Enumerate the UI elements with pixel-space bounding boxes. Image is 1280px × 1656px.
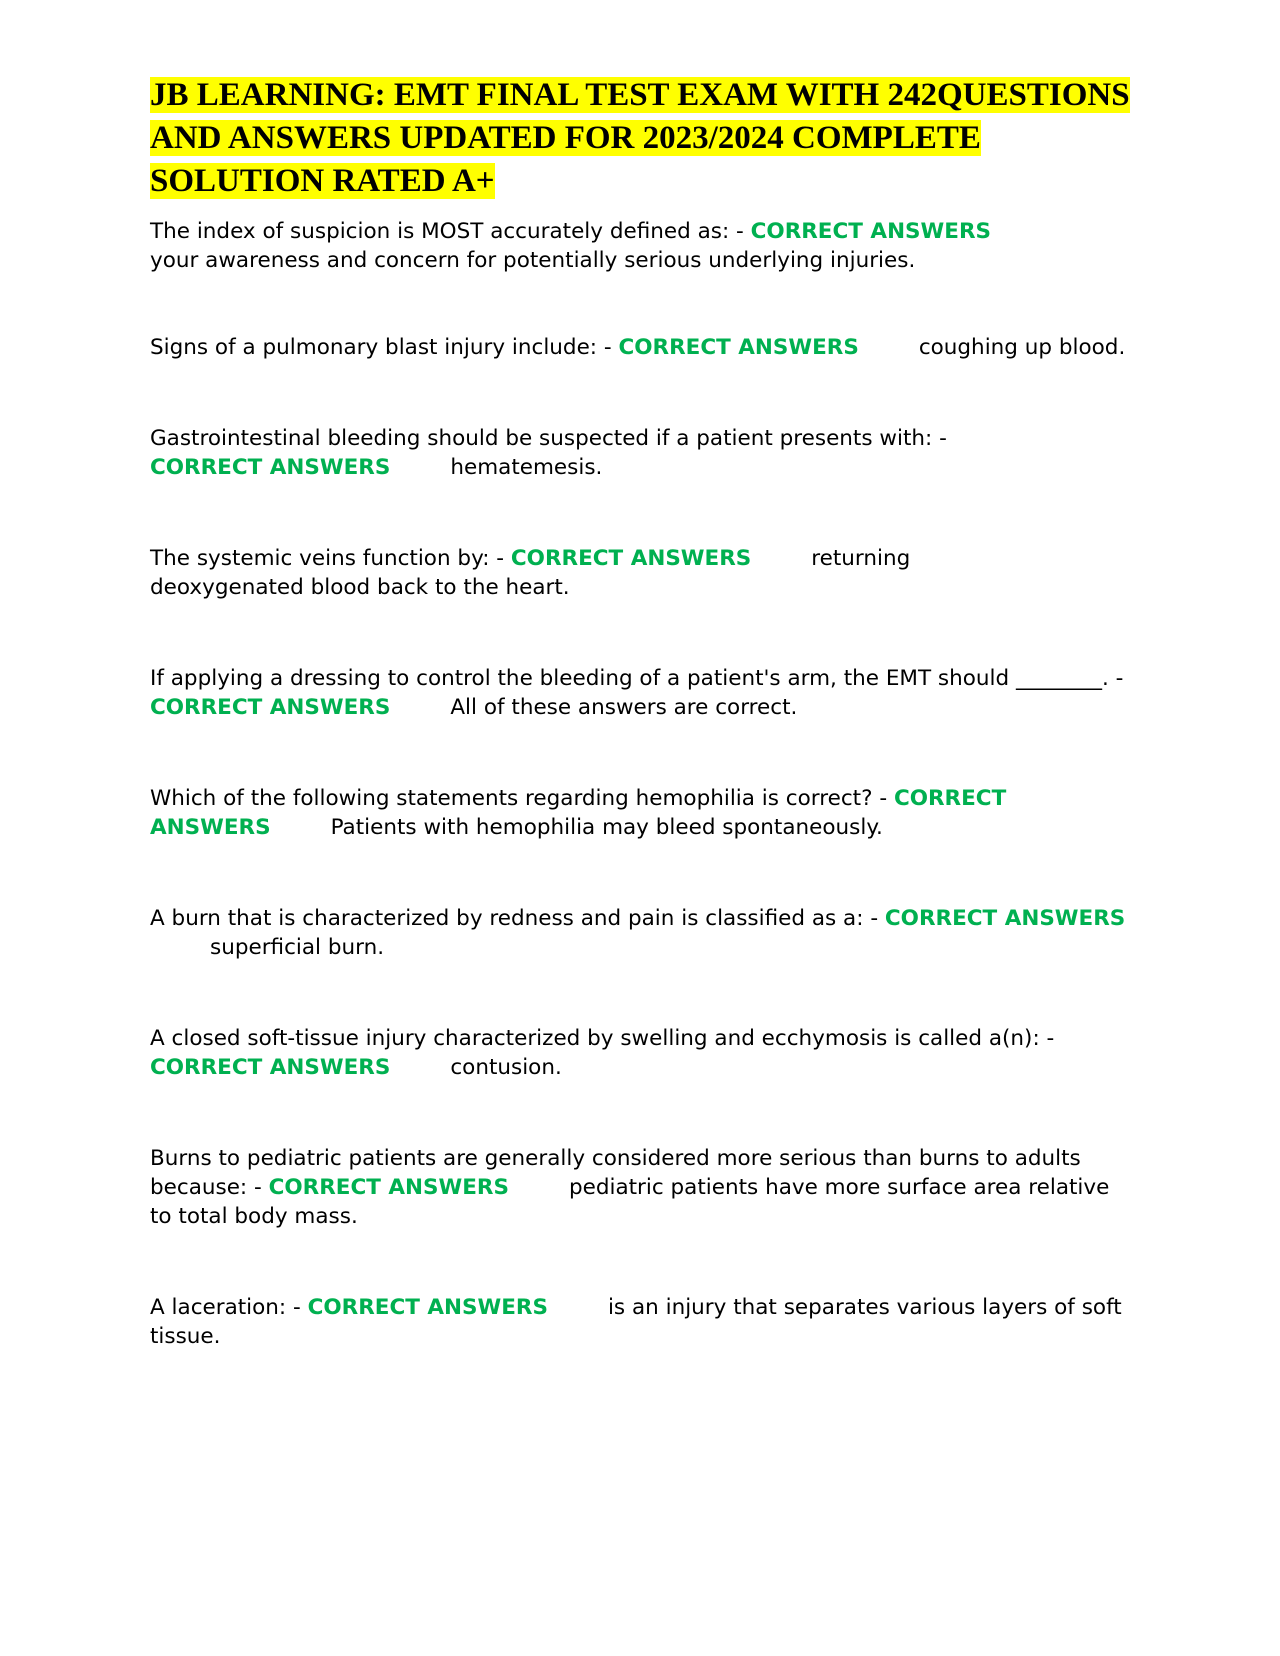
document-title	[150, 74, 1130, 203]
answer-text: your awareness and concern for potentially serious underlying injuries.	[150, 248, 916, 273]
question-text: Which of the following statements regarding hemophilia is correct? -	[150, 786, 894, 811]
qa-item	[150, 904, 1130, 962]
qa-item	[150, 664, 1130, 722]
question-text: Signs of a pulmonary blast injury include: -	[150, 335, 619, 360]
correct-answers-label: CORRECT ANSWERS	[750, 219, 991, 244]
correct-answers-label: CORRECT ANSWERS	[510, 546, 752, 571]
answer-text: pediatric patients have more surface area relative to total body mass.	[150, 1175, 1110, 1229]
question-text: A burn that is characterized by redness and pain is classified as a: -	[150, 906, 885, 931]
title-highlight: JB LEARNING: EMT FINAL TEST EXAM WITH 242QUESTIONS AND ANSWERS UPDATED FOR 2023/2024 COMPLETE SOLUTION RATED A+	[150, 77, 1130, 199]
answer-text: superficial burn.	[210, 935, 385, 960]
correct-answers-label: CORRECT ANSWERS	[307, 1295, 548, 1320]
answer-text: returning deoxygenated blood back to the heart.	[150, 546, 911, 600]
question-text: The systemic veins function by: -	[150, 546, 511, 571]
question-text: A closed soft-tissue injury characterized by swelling and ecchymosis is called a(n): -	[150, 1026, 1055, 1051]
answer-text: coughing up blood.	[918, 335, 1126, 360]
qa-item	[150, 1144, 1130, 1231]
correct-answers-label: CORRECT ANSWERS	[150, 695, 391, 720]
question-text: Gastrointestinal bleeding should be suspected if a patient presents with: -	[150, 426, 947, 451]
correct-answers-label: CORRECT ANSWERS	[150, 786, 1007, 840]
answer-text: hematemesis.	[450, 455, 603, 480]
answer-text: Patients with hemophilia may bleed spontaneously.	[330, 815, 883, 840]
correct-answers-label: CORRECT ANSWERS	[150, 1055, 391, 1080]
question-text: If applying a dressing to control the bleeding of a patient's arm, the EMT should ________. -	[150, 666, 1124, 691]
correct-answers-label: CORRECT ANSWERS	[268, 1175, 509, 1200]
qa-item	[150, 217, 1130, 275]
qa-item	[150, 424, 1130, 482]
correct-answers-label: CORRECT ANSWERS	[884, 906, 1126, 931]
qa-item	[150, 1293, 1130, 1351]
qa-item	[150, 1024, 1130, 1082]
answer-text: is an injury that separates various layers of soft tissue.	[150, 1295, 1122, 1349]
qa-item	[150, 784, 1130, 842]
question-text: A laceration: -	[150, 1295, 308, 1320]
qa-item	[150, 544, 950, 602]
question-text: Burns to pediatric patients are generally considered more serious than burns to adults because: -	[150, 1146, 1081, 1200]
answer-text: contusion.	[450, 1055, 562, 1080]
qa-item	[150, 333, 1130, 362]
correct-answers-label: CORRECT ANSWERS	[618, 335, 859, 360]
answer-text: All of these answers are correct.	[450, 695, 798, 720]
document-page	[150, 74, 1130, 1351]
question-text: The index of suspicion is MOST accurately defined as: -	[150, 219, 751, 244]
correct-answers-label: CORRECT ANSWERS	[150, 455, 391, 480]
